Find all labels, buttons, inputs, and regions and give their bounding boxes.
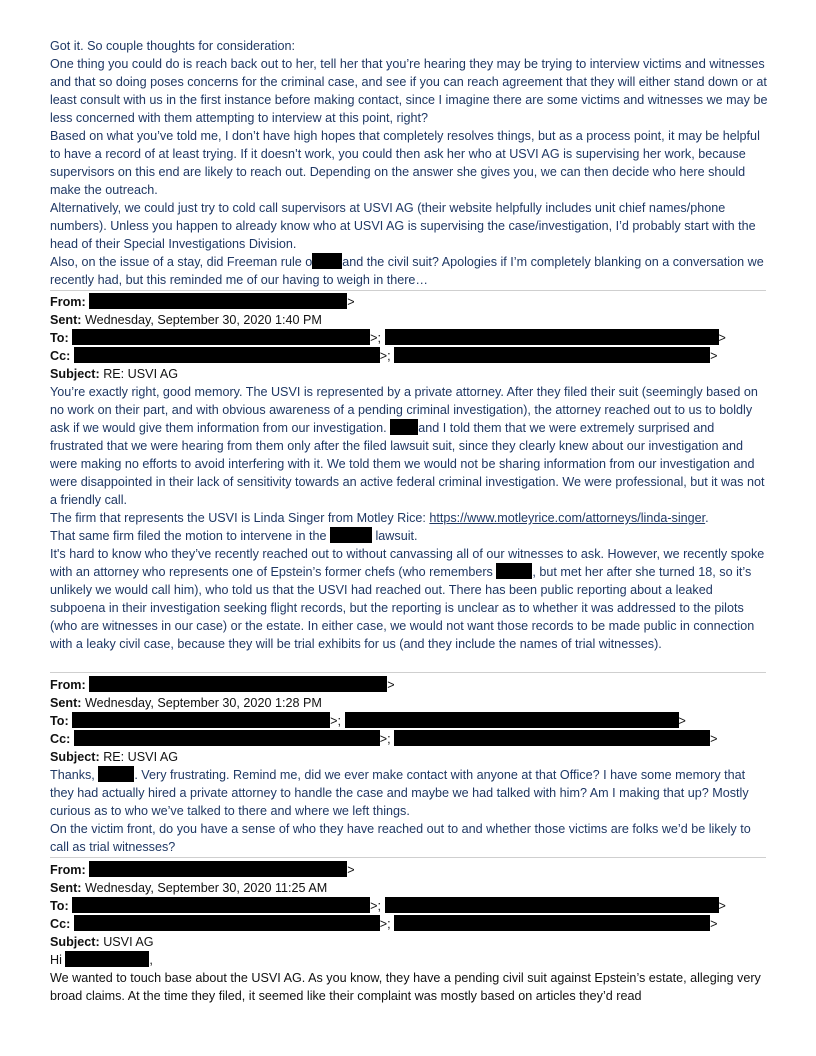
message-4-paragraph-1: We wanted to touch base about the USVI AG. As you know, they have a pending civil suit against Epstein’s estate, alleging very broad claims. At the time they filed, it seemed like their complaint was mostly based on articles they’d read: [50, 971, 761, 1003]
header-2-sent: Sent: Wednesday, September 30, 2020 1:40 PM: [50, 313, 322, 327]
header-3-cc: Cc: >; >: [50, 732, 718, 746]
redaction-block: [394, 347, 710, 363]
redaction-block: [496, 563, 532, 579]
header-4-to: To: >; >: [50, 899, 726, 913]
redaction-block: [345, 712, 679, 728]
message-2-paragraph-3: That same firm filed the motion to intervene in the lawsuit.: [50, 529, 418, 543]
redaction-block: [74, 347, 380, 363]
header-3-to: To: >; >: [50, 714, 686, 728]
redaction-block: [74, 730, 380, 746]
divider: [50, 290, 766, 291]
redaction-block: [394, 730, 710, 746]
message-1-body: [50, 37, 770, 289]
message-3-paragraph-1: Thanks, . Very frustrating. Remind me, did we ever make contact with anyone at that Office? I have some memory that they had actually hired a private attorney to handle the case and maybe we had talked with him? Am I making that up? Mostly curious as to who we’ve talked to there and where we left things.: [50, 768, 749, 818]
header-4-sent: Sent: Wednesday, September 30, 2020 11:25 AM: [50, 881, 328, 895]
redaction-block: [89, 861, 347, 877]
message-3-body: [50, 766, 770, 856]
header-2-from: From: >: [50, 295, 355, 309]
redaction-block: [385, 329, 719, 345]
motley-rice-link[interactable]: https://www.motleyrice.com/attorneys/linda-singer: [429, 511, 706, 525]
redaction-block: [89, 293, 347, 309]
divider: [50, 672, 766, 673]
message-2-paragraph-1: You’re exactly right, good memory. The USVI is represented by a private attorney. After they filed their suit (seemingly based on no work on their part, and with obvious awareness of a pending criminal investigation), the attorney reached out to us to boldly ask if we would give them information from our investigation. and I told them that we were extremely surprised and frustrated that we were hearing from them only after the filed lawsuit suit, since they clearly knew about our investigation and were making no efforts to avoid interfering with it. We told them we would not be sharing information from our investigation and were disappointed in their lack of sensitivity towards an active federal criminal investigation. We were professional, but it was not a friendly call.: [50, 385, 765, 507]
message-1-paragraph-3: Alternatively, we could just try to cold call supervisors at USVI AG (their website helpfully includes unit chief names/phone numbers). Unless you happen to already know who at USVI AG is supervising the case/investigation, I’d probably start with the head of their Special Investigations Division.: [50, 201, 756, 251]
redaction-block: [72, 897, 370, 913]
redaction-block: [74, 915, 380, 931]
message-1-paragraph-2: Based on what you’ve told me, I don’t have high hopes that completely resolves things, but as a process point, it may be helpful to have a record of at least trying. If it doesn’t work, you could then ask her who at USVI AG is supervising her work, because supervisors on this end are likely to reach out. Depending on the answer she gives you, we can then decide who here should make the outreach.: [50, 129, 760, 197]
divider: [50, 857, 766, 858]
header-3-from: From: >: [50, 678, 395, 692]
header-2-to: To: >; >: [50, 331, 726, 345]
header-4-cc: Cc: >; >: [50, 917, 718, 931]
message-1-paragraph-1: One thing you could do is reach back out to her, tell her that you’re hearing they may be trying to interview victims and witnesses and that so doing poses concerns for the criminal case, and see if you can reach agreement that they will either stand down or at least consult with us in the first instance before making contact, since I imagine there are some victims and witnesses we may be less concerned with them attempting to interview at this point, right?: [50, 57, 768, 125]
message-1-paragraph-4: Also, on the issue of a stay, did Freeman rule o and the civil suit? Apologies if I’m completely blanking on a conversation we recently had, but this reminded me of our having to weigh in there…: [50, 255, 764, 287]
redaction-block: [65, 951, 149, 967]
header-4-from: From: >: [50, 863, 355, 877]
message-4-greeting: Hi ,: [50, 953, 153, 967]
message-2-paragraph-2: The firm that represents the USVI is Linda Singer from Motley Rice: https://www.motleyrice.com/attorneys/linda-singer.: [50, 511, 709, 525]
redaction-block: [385, 897, 719, 913]
header-2-subject: Subject: RE: USVI AG: [50, 367, 179, 381]
message-2-body: [50, 383, 770, 653]
header-3-subject: Subject: RE: USVI AG: [50, 750, 179, 764]
redaction-block: [98, 766, 134, 782]
message-2-paragraph-4: It's hard to know who they’ve recently reached out to without canvassing all of our witnesses to ask. However, we recently spoke with an attorney who represents one of Epstein’s former chefs (who remembers , but met her after she turned 18, so it’s unlikely we would call him), who told us that the USVI had reached out. There has been public reporting about a leaked subpoena in their investigation seeking flight records, but the reporting is unclear as to whether it was addressed to the pilots (who are witnesses in our case) or the estate. In either case, we would not want those records to be made public in connection with a leaky civil case, because they will be trial exhibits for us (and they include the names of trial witnesses).: [50, 547, 765, 651]
redaction-block: [394, 915, 710, 931]
redaction-block: [330, 527, 372, 543]
header-3-sent: Sent: Wednesday, September 30, 2020 1:28 PM: [50, 696, 322, 710]
message-1-intro: Got it. So couple thoughts for consideration:: [50, 39, 296, 53]
header-2-cc: Cc: >; >: [50, 349, 718, 363]
redaction-block: [72, 712, 330, 728]
redaction-block: [312, 253, 342, 269]
redaction-block: [72, 329, 370, 345]
message-4-body: [50, 951, 770, 1005]
header-4-subject: Subject: USVI AG: [50, 935, 154, 949]
message-3-paragraph-2: On the victim front, do you have a sense of who they have reached out to and whether those victims are folks we’d be likely to call as trial witnesses?: [50, 822, 751, 854]
redaction-block: [390, 419, 418, 435]
redaction-block: [89, 676, 387, 692]
